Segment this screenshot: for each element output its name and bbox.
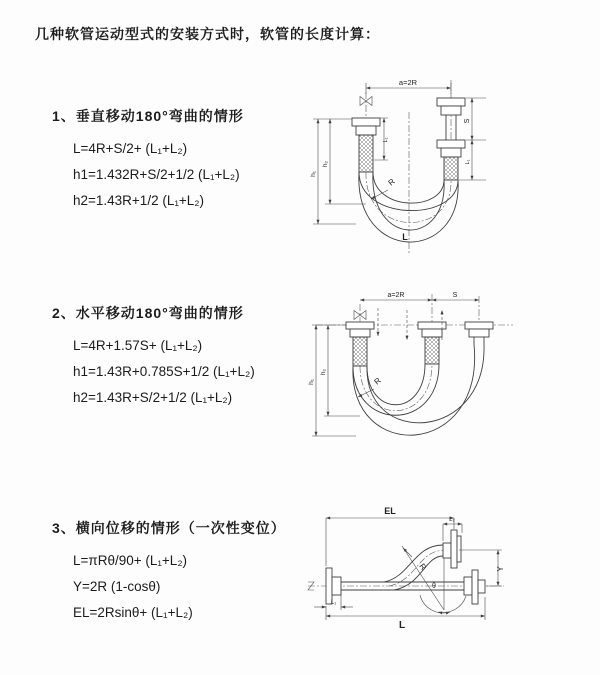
dim-label-width: a=2R — [398, 78, 418, 87]
left-pipe-assembly — [352, 118, 380, 172]
section-heading: 3、横向位移的情形（一次性变位） — [52, 520, 286, 536]
left-pipe-assembly — [346, 322, 374, 366]
dim-label-length: L — [398, 620, 406, 631]
shifted-pipe-assembly — [465, 322, 493, 344]
formula-Y: Y=2R (1-cosθ) — [73, 579, 161, 594]
dim-label-radius: R — [372, 375, 383, 387]
dim-label-h1: h₁ — [310, 171, 317, 177]
dim-label-y: Y — [496, 566, 505, 572]
formula-EL: EL=2Rsinθ+ (L₁+L₂) — [73, 605, 193, 620]
dim-label-l2: L₂ — [449, 517, 455, 523]
vertical-u-bend-drawing — [308, 72, 600, 264]
horizontal-u-bend-drawing — [308, 286, 600, 462]
dim-label-fitting-right: L₁ — [465, 159, 471, 165]
diagram-lateral-offset — [298, 500, 600, 662]
dim-label-width: a=2R — [387, 292, 405, 299]
diagram-vertical-180 — [308, 72, 600, 264]
dim-label-el: EL — [384, 506, 396, 516]
dim-label-travel: S — [464, 118, 471, 124]
page-title: 几种软管运动型式的安装方式时，软管的长度计算： — [35, 26, 380, 42]
top-width-dimension — [366, 78, 451, 94]
section-horizontal-180 — [52, 303, 255, 411]
left-height-dimensions — [308, 325, 360, 436]
dim-label-fitting-left: L₁ — [383, 137, 389, 143]
formula-h2: h2=1.43R+S/2+1/2 (L₁+L₂) — [73, 390, 233, 405]
l-dimension — [326, 597, 485, 631]
formula-h1: h1=1.43R+0.785S+1/2 (L₁+L₂) — [73, 364, 255, 379]
section-lateral-offset — [52, 518, 286, 626]
centerlines — [316, 294, 513, 411]
left-flange-assembly — [326, 568, 341, 604]
el-dimension — [326, 506, 454, 566]
top-dimensions — [360, 292, 479, 300]
section-heading: 2、水平移动180°弯曲的情形 — [52, 305, 244, 321]
section-vertical-180 — [52, 106, 244, 214]
dim-label-length: L — [402, 232, 408, 242]
formula-h2: h2=1.43R+1/2 (L₁+L₂) — [73, 193, 205, 208]
dim-label-theta: θ — [432, 583, 436, 590]
dim-label-radius: R — [417, 561, 429, 572]
formula-L: L=4R+S/2+ (L₁+L₂) — [73, 141, 188, 156]
lateral-s-bend-drawing — [298, 500, 600, 662]
right-travel-dimensions — [459, 98, 486, 180]
upper-flange-assembly — [443, 530, 461, 568]
lower-flange-assembly — [464, 570, 485, 604]
dim-label-h2: h₂ — [320, 368, 327, 376]
formula-L: L=πRθ/90+ (L₁+L₂) — [73, 553, 188, 568]
dim-label-l1: L₁ — [330, 600, 337, 606]
dim-label-h1: h₁ — [308, 379, 315, 385]
dim-label-travel: S — [452, 292, 458, 299]
section-heading: 1、垂直移动180°弯曲的情形 — [52, 108, 244, 124]
formula-L: L=4R+1.57S+ (L₁+L₂) — [73, 338, 203, 353]
dim-label-radius: R — [386, 176, 397, 188]
formula-h1: h1=1.432R+S/2+1/2 (L₁+L₂) — [73, 167, 240, 182]
diagram-horizontal-180 — [308, 286, 600, 462]
dim-label-h2: h₂ — [322, 160, 329, 168]
